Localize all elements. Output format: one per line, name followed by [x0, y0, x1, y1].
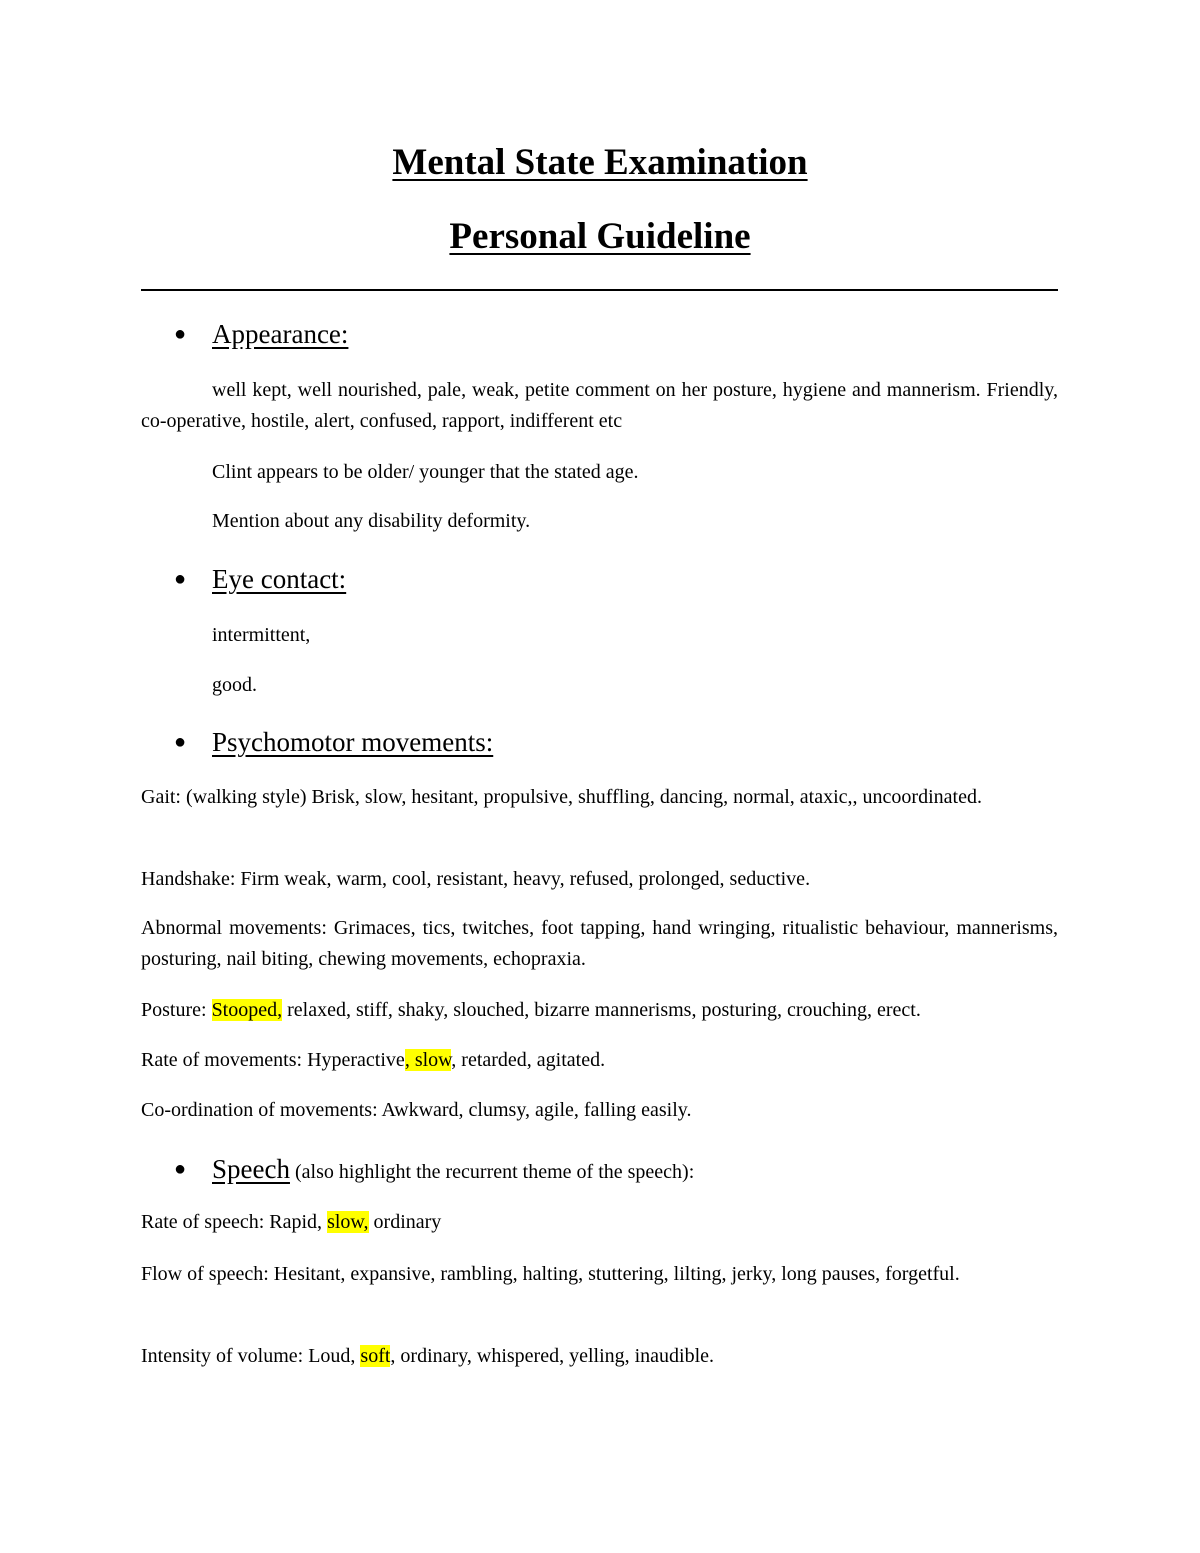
highlighted-text: Stooped, [211, 999, 283, 1021]
bullet-icon: ● [174, 1158, 187, 1180]
horizontal-rule [141, 289, 1058, 291]
section-heading-psychomotor [174, 725, 493, 759]
psychomotor-handshake: Handshake: Firm weak, warm, cool, resistant, heavy, refused, prolonged, seductive. [141, 868, 811, 890]
highlighted-text: soft [360, 1345, 391, 1367]
speech-rate-prefix: Rate of speech: Rapid, [141, 1211, 328, 1233]
speech-intensity [141, 1341, 1058, 1372]
intensity-prefix: Intensity of volume: Loud, [141, 1345, 361, 1367]
eye-contact-option: good. [212, 674, 257, 696]
psychomotor-posture [141, 995, 1058, 1026]
psychomotor-coordination: Co-ordination of movements: Awkward, clumsy, agile, falling easily. [141, 1099, 692, 1121]
heading-text: Speech [212, 1154, 290, 1184]
speech-rate-rest: ordinary [368, 1211, 442, 1233]
psychomotor-abnormal-movements: Abnormal movements: Grimaces, tics, twitches, foot tapping, hand wringing, ritualistic behaviour, mannerisms, posturing, nail biting, chewing movements, echopraxia. [141, 917, 1058, 970]
heading-suffix: (also highlight the recurrent theme of the speech): [289, 1161, 695, 1183]
document-subtitle: Personal Guideline [449, 216, 751, 257]
heading-text: Appearance: [212, 319, 349, 349]
appearance-age-note: Clint appears to be older/ younger that the stated age. [212, 461, 639, 483]
posture-prefix: Posture: [141, 999, 212, 1021]
heading-text: Eye contact: [212, 564, 347, 594]
highlighted-text: slow, [327, 1211, 369, 1233]
heading-text: Psychomotor movements: [212, 727, 494, 757]
psychomotor-rate [141, 1045, 1058, 1076]
appearance-description: well kept, well nourished, pale, weak, petite comment on her posture, hygiene and mannerism. Friendly, co-operative, hostile, alert, confused, rapport, indifferent etc [141, 379, 1058, 432]
appearance-disability-note: Mention about any disability deformity. [212, 510, 531, 532]
section-heading-speech [174, 1152, 694, 1189]
bullet-icon: ● [174, 731, 187, 753]
section-heading-appearance [174, 317, 348, 351]
eye-contact-option: intermittent, [212, 624, 311, 646]
intensity-rest: , ordinary, whispered, yelling, inaudible. [390, 1345, 715, 1367]
speech-flow: Flow of speech: Hesitant, expansive, rambling, halting, stuttering, lilting, jerky, long pauses, forgetful. [141, 1263, 960, 1285]
bullet-icon: ● [174, 323, 187, 345]
document-title: Mental State Examination [392, 142, 808, 183]
rate-rest: , retarded, agitated. [451, 1049, 606, 1071]
section-heading-eye-contact [174, 562, 346, 596]
bullet-icon: ● [174, 568, 187, 590]
rate-prefix: Rate of movements: Hyperactive [141, 1049, 405, 1071]
posture-rest: relaxed, stiff, shaky, slouched, bizarre mannerisms, posturing, crouching, erect. [282, 999, 921, 1021]
highlighted-text: , slow [404, 1049, 452, 1071]
speech-rate [141, 1207, 1058, 1238]
psychomotor-gait: Gait: (walking style) Brisk, slow, hesitant, propulsive, shuffling, dancing, normal, ataxic,, uncoordinated. [141, 786, 982, 808]
